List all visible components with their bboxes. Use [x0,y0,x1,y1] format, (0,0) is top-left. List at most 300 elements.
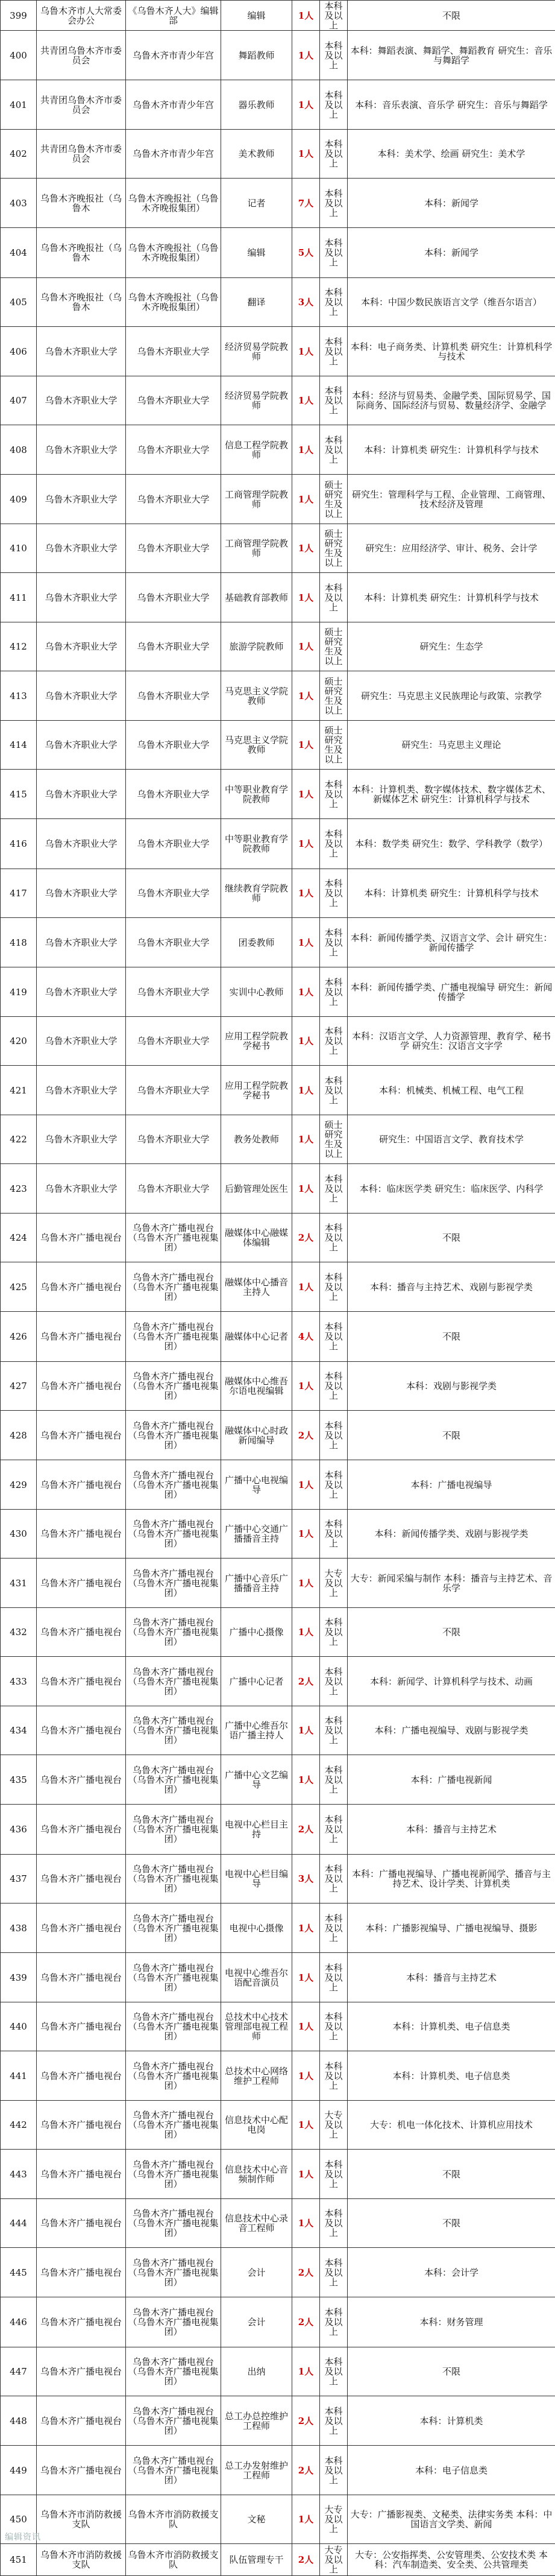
headcount: 1人 [292,1362,320,1411]
row-number: 439 [1,1953,37,2002]
table-row [1,2396,555,2446]
hiring-department: 乌鲁木齐广播电视台（乌鲁木齐广播电视集团） [126,1855,221,1904]
row-number: 451 [1,2544,37,2576]
major-requirement: 不限 [348,1214,555,1262]
hiring-department: 乌鲁木齐晚报社（乌鲁木齐晚报集团） [126,179,221,228]
education-requirement: 本科及以上 [320,770,348,819]
hiring-unit: 乌鲁木齐职业大学 [37,819,126,869]
education-requirement: 大专及以上 [320,2101,348,2150]
education-requirement: 本科及以上 [320,1312,348,1362]
position-name: 编辑 [221,228,292,278]
major-requirement: 研究生：中国语言文学、教育技术学 [348,1115,555,1164]
position-name: 融媒体中心融媒体编辑 [221,1214,292,1262]
major-requirement: 本科：广播电视编导 [348,1460,555,1510]
table-row [1,671,555,721]
row-number: 401 [1,80,37,130]
table-row [1,2347,555,2396]
hiring-department: 乌鲁木齐广播电视台（乌鲁木齐广播电视集团） [126,2002,221,2051]
major-requirement: 本科：临床医学类 研究生：临床医学、内科学 [348,1164,555,1214]
major-requirement: 本科：计算机类 [348,2396,555,2446]
table-row [1,1262,555,1312]
headcount: 1人 [292,2051,320,2101]
hiring-unit: 乌鲁木齐广播电视台 [37,1312,126,1362]
position-name: 美术教师 [221,130,292,179]
hiring-department: 乌鲁木齐职业大学 [126,869,221,918]
major-requirement: 本科：新闻学、计算机科学与技术、动画 [348,1657,555,1706]
major-requirement: 本科：新闻传播学类、戏剧与影视学类 [348,1510,555,1559]
table-row [1,1953,555,2002]
row-number: 449 [1,2446,37,2495]
hiring-department: 乌鲁木齐广播电视台（乌鲁木齐广播电视集团） [126,2150,221,2199]
major-requirement: 本科：会计学 [348,2248,555,2297]
hiring-unit: 乌鲁木齐职业大学 [37,573,126,622]
position-name: 总技术中心技术管理部电视工程师 [221,2002,292,2051]
table-row [1,425,555,475]
headcount: 1人 [292,770,320,819]
major-requirement: 本科：新闻传播学类、广播电视编导 研究生：新闻传播学 [348,967,555,1017]
table-row [1,770,555,819]
row-number: 399 [1,1,37,31]
table-row [1,967,555,1017]
position-name: 广播中心维吾尔语广播主持人 [221,1706,292,1755]
education-requirement: 硕士研究生及以上 [320,524,348,573]
major-requirement: 本科：计算机类、电子信息类 [348,2002,555,2051]
hiring-unit: 乌鲁木齐职业大学 [37,1115,126,1164]
table-row [1,2446,555,2495]
hiring-department: 乌鲁木齐广播电视台（乌鲁木齐广播电视集团） [126,1510,221,1559]
table-row [1,1805,555,1855]
table-row [1,2544,555,2576]
headcount: 3人 [292,1855,320,1904]
row-number: 418 [1,918,37,967]
major-requirement: 本科：汉语言文学、人力资源管理、教育学、秘书学 研究生：汉语言文字学 [348,1017,555,1066]
position-name: 马克思主义学院教师 [221,721,292,770]
position-name: 中等职业教育学院教师 [221,770,292,819]
table-row [1,918,555,967]
hiring-department: 乌鲁木齐广播电视台（乌鲁木齐广播电视集团） [126,1953,221,2002]
headcount: 2人 [292,2446,320,2495]
table-row [1,327,555,376]
position-name: 出纳 [221,2347,292,2396]
position-name: 文秘 [221,2495,292,2544]
hiring-department: 乌鲁木齐职业大学 [126,918,221,967]
hiring-unit: 乌鲁木齐职业大学 [37,475,126,524]
hiring-department: 乌鲁木齐职业大学 [126,376,221,425]
row-number: 405 [1,278,37,327]
hiring-department: 乌鲁木齐广播电视台（乌鲁木齐广播电视集团） [126,1755,221,1805]
row-number: 407 [1,376,37,425]
table-row [1,1755,555,1805]
position-name: 编辑 [221,1,292,31]
major-requirement: 本科：音乐表演、音乐学 研究生：音乐与舞蹈学 [348,80,555,130]
education-requirement: 硕士研究生及以上 [320,475,348,524]
education-requirement: 本科及以上 [320,1657,348,1706]
position-name: 电视中心摄像 [221,1904,292,1953]
headcount: 1人 [292,1066,320,1115]
row-number: 408 [1,425,37,475]
row-number: 415 [1,770,37,819]
row-number: 443 [1,2150,37,2199]
hiring-unit: 乌鲁木齐职业大学 [37,967,126,1017]
row-number: 400 [1,31,37,80]
table-row [1,1214,555,1262]
headcount: 2人 [292,2544,320,2576]
education-requirement: 本科及以上 [320,1608,348,1657]
hiring-unit: 乌鲁木齐广播电视台 [37,2101,126,2150]
row-number: 414 [1,721,37,770]
hiring-unit: 乌鲁木齐广播电视台 [37,1460,126,1510]
headcount: 2人 [292,2396,320,2446]
major-requirement: 本科：计算机类、数字媒体技术、数字媒体艺术、新媒体艺术 研究生：计算机科学与技术 [348,770,555,819]
row-number: 404 [1,228,37,278]
row-number: 416 [1,819,37,869]
hiring-unit: 乌鲁木齐职业大学 [37,1017,126,1066]
major-requirement: 本科：新闻传播学类、汉语言文学、会计 研究生：新闻传播学 [348,918,555,967]
position-name: 广播中心交通广播播音主持 [221,1510,292,1559]
table-row [1,1608,555,1657]
major-requirement: 本科：广播电视编导、广播电视新闻学、播音与主持艺术、设计学类、计算机类 [348,1855,555,1904]
headcount: 1人 [292,819,320,869]
position-name: 记者 [221,179,292,228]
table-row [1,278,555,327]
education-requirement: 本科及以上 [320,1066,348,1115]
hiring-department: 乌鲁木齐广播电视台（乌鲁木齐广播电视集团） [126,1312,221,1362]
headcount: 1人 [292,721,320,770]
row-number: 403 [1,179,37,228]
major-requirement: 本科：新闻学 [348,179,555,228]
major-requirement: 本科：计算机类 研究生：计算机科学与技术 [348,573,555,622]
education-requirement: 本科及以上 [320,327,348,376]
major-requirement: 不限 [348,1608,555,1657]
table-row [1,1115,555,1164]
headcount: 1人 [292,1755,320,1805]
headcount: 1人 [292,376,320,425]
table-row [1,2150,555,2199]
major-requirement: 本科：财务管理 [348,2297,555,2347]
headcount: 1人 [292,2150,320,2199]
hiring-unit: 乌鲁木齐职业大学 [37,622,126,671]
education-requirement: 本科及以上 [320,918,348,967]
education-requirement: 本科及以上 [320,2396,348,2446]
major-requirement: 研究生：生态学 [348,622,555,671]
position-name: 电视中心栏目编导 [221,1855,292,1904]
hiring-unit: 乌鲁木齐广播电视台 [37,2150,126,2199]
position-name: 总技术中心网络维护工程师 [221,2051,292,2101]
major-requirement: 本科：数学类 研究生：数学、学科教学（数学） [348,819,555,869]
position-name: 总工办发射维护工程师 [221,2446,292,2495]
major-requirement: 本科：播音与主持艺术 [348,1953,555,2002]
row-number: 429 [1,1460,37,1510]
table-row [1,524,555,573]
education-requirement: 本科及以上 [320,819,348,869]
headcount: 1人 [292,1608,320,1657]
table-row [1,1411,555,1460]
row-number: 431 [1,1559,37,1608]
hiring-unit: 乌鲁木齐广播电视台 [37,1657,126,1706]
major-requirement: 本科：新闻学 [348,228,555,278]
position-name: 教务处教师 [221,1115,292,1164]
position-name: 基础教育部教师 [221,573,292,622]
hiring-department: 乌鲁木齐市青少年宫 [126,80,221,130]
major-requirement: 研究生：管理科学与工程、企业管理、工商管理、技术经济及管理 [348,475,555,524]
hiring-department: 乌鲁木齐广播电视台（乌鲁木齐广播电视集团） [126,1262,221,1312]
table-row [1,622,555,671]
row-number: 440 [1,2002,37,2051]
headcount: 1人 [292,1706,320,1755]
row-number: 437 [1,1855,37,1904]
education-requirement: 大专及以上 [320,1559,348,1608]
row-number: 438 [1,1904,37,1953]
hiring-unit: 乌鲁木齐广播电视台 [37,1904,126,1953]
table-row [1,1312,555,1362]
hiring-department: 乌鲁木齐职业大学 [126,622,221,671]
hiring-department: 乌鲁木齐职业大学 [126,475,221,524]
position-name: 会计 [221,2248,292,2297]
hiring-unit: 乌鲁木齐广播电视台 [37,1411,126,1460]
row-number: 425 [1,1262,37,1312]
hiring-unit: 乌鲁木齐职业大学 [37,376,126,425]
education-requirement: 本科及以上 [320,1262,348,1312]
hiring-department: 乌鲁木齐职业大学 [126,1066,221,1115]
headcount: 2人 [292,1805,320,1855]
major-requirement: 本科：经济与贸易类、金融学类、国际贸易学、国际商务、国际经济与贸易、数量经济学、金融学 [348,376,555,425]
table-row [1,475,555,524]
table-row [1,228,555,278]
position-name: 融媒体中心维吾尔语电视编辑 [221,1362,292,1411]
hiring-unit: 乌鲁木齐广播电视台 [37,2051,126,2101]
education-requirement: 本科及以上 [320,228,348,278]
hiring-unit: 乌鲁木齐广播电视台 [37,1559,126,1608]
table-row [1,80,555,130]
headcount: 1人 [292,31,320,80]
hiring-department: 乌鲁木齐广播电视台（乌鲁木齐广播电视集团） [126,1904,221,1953]
hiring-unit: 乌鲁木齐广播电视台 [37,2002,126,2051]
major-requirement: 大专：新闻采编与制作 本科：播音与主持艺术、音乐学 [348,1559,555,1608]
hiring-unit: 乌鲁木齐广播电视台 [37,1855,126,1904]
education-requirement: 本科及以上 [320,278,348,327]
education-requirement: 本科及以上 [320,1706,348,1755]
row-number: 448 [1,2396,37,2446]
major-requirement: 本科：中国少数民族语言文学（维吾尔语言） [348,278,555,327]
row-number: 434 [1,1706,37,1755]
education-requirement: 本科及以上 [320,1953,348,2002]
education-requirement: 本科及以上 [320,1904,348,1953]
education-requirement: 本科及以上 [320,1855,348,1904]
hiring-department: 乌鲁木齐职业大学 [126,1115,221,1164]
hiring-unit: 乌鲁木齐职业大学 [37,1066,126,1115]
table-row [1,2297,555,2347]
headcount: 2人 [292,2297,320,2347]
major-requirement: 本科：计算机类、电子信息类 [348,2051,555,2101]
hiring-unit: 乌鲁木齐职业大学 [37,425,126,475]
hiring-unit: 乌鲁木齐广播电视台 [37,1262,126,1312]
education-requirement: 大专及以上 [320,2495,348,2544]
hiring-unit: 乌鲁木齐晚报社（乌鲁木 [37,179,126,228]
headcount: 1人 [292,1164,320,1214]
hiring-department: 乌鲁木齐职业大学 [126,1017,221,1066]
headcount: 1人 [292,1953,320,2002]
major-requirement: 本科：电子商务类、计算机类 研究生：计算机科学与技术 [348,327,555,376]
position-name: 信息技术中心配电岗 [221,2101,292,2150]
row-number: 417 [1,869,37,918]
major-requirement: 本科：广播影视编导、广播电视编导、摄影 [348,1904,555,1953]
position-name: 中等职业教育学院教师 [221,819,292,869]
hiring-unit: 乌鲁木齐职业大学 [37,524,126,573]
headcount: 1人 [292,1460,320,1510]
row-number: 424 [1,1214,37,1262]
position-name: 电视中心维吾尔语配音演员 [221,1953,292,2002]
major-requirement: 研究生：马克思主义理论 [348,721,555,770]
education-requirement: 本科及以上 [320,376,348,425]
major-requirement: 研究生：应用经济学、审计、税务、会计学 [348,524,555,573]
headcount: 3人 [292,278,320,327]
hiring-unit: 乌鲁木齐广播电视台 [37,1755,126,1805]
position-name: 后勤管理处医生 [221,1164,292,1214]
row-number: 421 [1,1066,37,1115]
hiring-unit: 共青团乌鲁木齐市委员会 [37,130,126,179]
major-requirement: 大专：公安指挥类、公安管理类、公安技术类 本科：汽车制造类、安全类、公共管理类 [348,2544,555,2576]
hiring-department: 乌鲁木齐广播电视台（乌鲁木齐广播电视集团） [126,1608,221,1657]
hiring-department: 乌鲁木齐市青少年宫 [126,130,221,179]
hiring-unit: 乌鲁木齐广播电视台 [37,1362,126,1411]
education-requirement: 本科及以上 [320,1805,348,1855]
headcount: 1人 [292,918,320,967]
major-requirement: 本科：戏剧与影视学类 [348,1362,555,1411]
position-name: 广播中心摄像 [221,1608,292,1657]
position-name: 融媒体中心播音主持人 [221,1262,292,1312]
hiring-unit: 乌鲁木齐晚报社（乌鲁木 [37,228,126,278]
table-row [1,31,555,80]
headcount: 1人 [292,2347,320,2396]
watermark-text: 编辑资讯 [5,2531,41,2543]
position-name: 信息工程学院教师 [221,425,292,475]
table-row [1,1362,555,1411]
hiring-unit: 乌鲁木齐职业大学 [37,327,126,376]
hiring-unit: 乌鲁木齐广播电视台 [37,2446,126,2495]
headcount: 1人 [292,2495,320,2544]
position-name: 经济贸易学院教师 [221,376,292,425]
table-row [1,1657,555,1706]
education-requirement: 本科及以上 [320,2446,348,2495]
row-number: 409 [1,475,37,524]
table-row [1,2199,555,2248]
position-name: 经济贸易学院教师 [221,327,292,376]
hiring-unit: 乌鲁木齐广播电视台 [37,2347,126,2396]
position-name: 工商管理学院教师 [221,524,292,573]
position-name: 信息技术中心音频制作师 [221,2150,292,2199]
table-row [1,2495,555,2544]
row-number: 441 [1,2051,37,2101]
education-requirement: 硕士研究生及以上 [320,721,348,770]
education-requirement: 本科及以上 [320,1411,348,1460]
headcount: 1人 [292,80,320,130]
position-name: 队伍管理专干 [221,2544,292,2576]
education-requirement: 本科及以上 [320,1510,348,1559]
education-requirement: 本科及以上 [320,130,348,179]
hiring-department: 乌鲁木齐职业大学 [126,967,221,1017]
education-requirement: 本科及以上 [320,2248,348,2297]
major-requirement: 本科：美术学、绘画 研究生：美术学 [348,130,555,179]
hiring-department: 乌鲁木齐广播电视台（乌鲁木齐广播电视集团） [126,2199,221,2248]
table-row [1,1559,555,1608]
position-name: 广播中心电视编导 [221,1460,292,1510]
hiring-unit: 乌鲁木齐广播电视台 [37,2248,126,2297]
hiring-department: 乌鲁木齐职业大学 [126,524,221,573]
row-number: 410 [1,524,37,573]
hiring-unit: 共青团乌鲁木齐市委员会 [37,31,126,80]
headcount: 4人 [292,1312,320,1362]
education-requirement: 硕士研究生及以上 [320,671,348,721]
table-row [1,1017,555,1066]
hiring-unit: 乌鲁木齐职业大学 [37,721,126,770]
headcount: 2人 [292,1411,320,1460]
row-number: 435 [1,1755,37,1805]
position-name: 应用工程学院教学秘书 [221,1017,292,1066]
headcount: 1人 [292,2101,320,2150]
hiring-unit: 乌鲁木齐职业大学 [37,1164,126,1214]
position-name: 旅游学院教师 [221,622,292,671]
hiring-unit: 乌鲁木齐广播电视台 [37,1805,126,1855]
row-number: 442 [1,2101,37,2150]
table-row [1,819,555,869]
hiring-unit: 共青团乌鲁木齐市委员会 [37,80,126,130]
hiring-department: 乌鲁木齐广播电视台（乌鲁木齐广播电视集团） [126,1362,221,1411]
table-row [1,1164,555,1214]
table-row [1,1706,555,1755]
major-requirement: 本科：播音与主持艺术 [348,1805,555,1855]
headcount: 1人 [292,1510,320,1559]
major-requirement: 本科：计算机类 研究生：计算机科学与技术 [348,425,555,475]
headcount: 1人 [292,524,320,573]
major-requirement: 不限 [348,1312,555,1362]
position-name: 器乐教师 [221,80,292,130]
headcount: 2人 [292,1657,320,1706]
hiring-unit: 乌鲁木齐广播电视台 [37,2396,126,2446]
education-requirement: 大专及以上 [320,2544,348,2576]
hiring-department: 乌鲁木齐职业大学 [126,327,221,376]
education-requirement: 硕士研究生及以上 [320,1115,348,1164]
row-number: 428 [1,1411,37,1460]
major-requirement: 本科：舞蹈表演、舞蹈学、舞蹈教育 研究生：音乐与舞蹈学 [348,31,555,80]
hiring-department: 乌鲁木齐广播电视台（乌鲁木齐广播电视集团） [126,1559,221,1608]
position-name: 总工办总控维护工程师 [221,2396,292,2446]
table-row [1,2248,555,2297]
table-row [1,130,555,179]
major-requirement: 不限 [348,2150,555,2199]
table-row [1,1460,555,1510]
table-row [1,1904,555,1953]
hiring-unit: 乌鲁木齐广播电视台 [37,1510,126,1559]
position-name: 实训中心教师 [221,967,292,1017]
position-name: 工商管理学院教师 [221,475,292,524]
education-requirement: 本科及以上 [320,967,348,1017]
hiring-department: 乌鲁木齐广播电视台（乌鲁木齐广播电视集团） [126,1706,221,1755]
headcount: 1人 [292,1559,320,1608]
hiring-unit: 乌鲁木齐职业大学 [37,869,126,918]
headcount: 1人 [292,1115,320,1164]
hiring-department: 乌鲁木齐广播电视台（乌鲁木齐广播电视集团） [126,1657,221,1706]
table-row [1,2051,555,2101]
hiring-department: 乌鲁木齐广播电视台（乌鲁木齐广播电视集团） [126,2248,221,2297]
hiring-unit: 乌鲁木齐广播电视台 [37,1608,126,1657]
position-name: 应用工程学院教学秘书 [221,1066,292,1115]
row-number: 430 [1,1510,37,1559]
major-requirement: 不限 [348,1411,555,1460]
headcount: 1人 [292,622,320,671]
headcount: 1人 [292,671,320,721]
row-number: 411 [1,573,37,622]
education-requirement: 本科及以上 [320,869,348,918]
